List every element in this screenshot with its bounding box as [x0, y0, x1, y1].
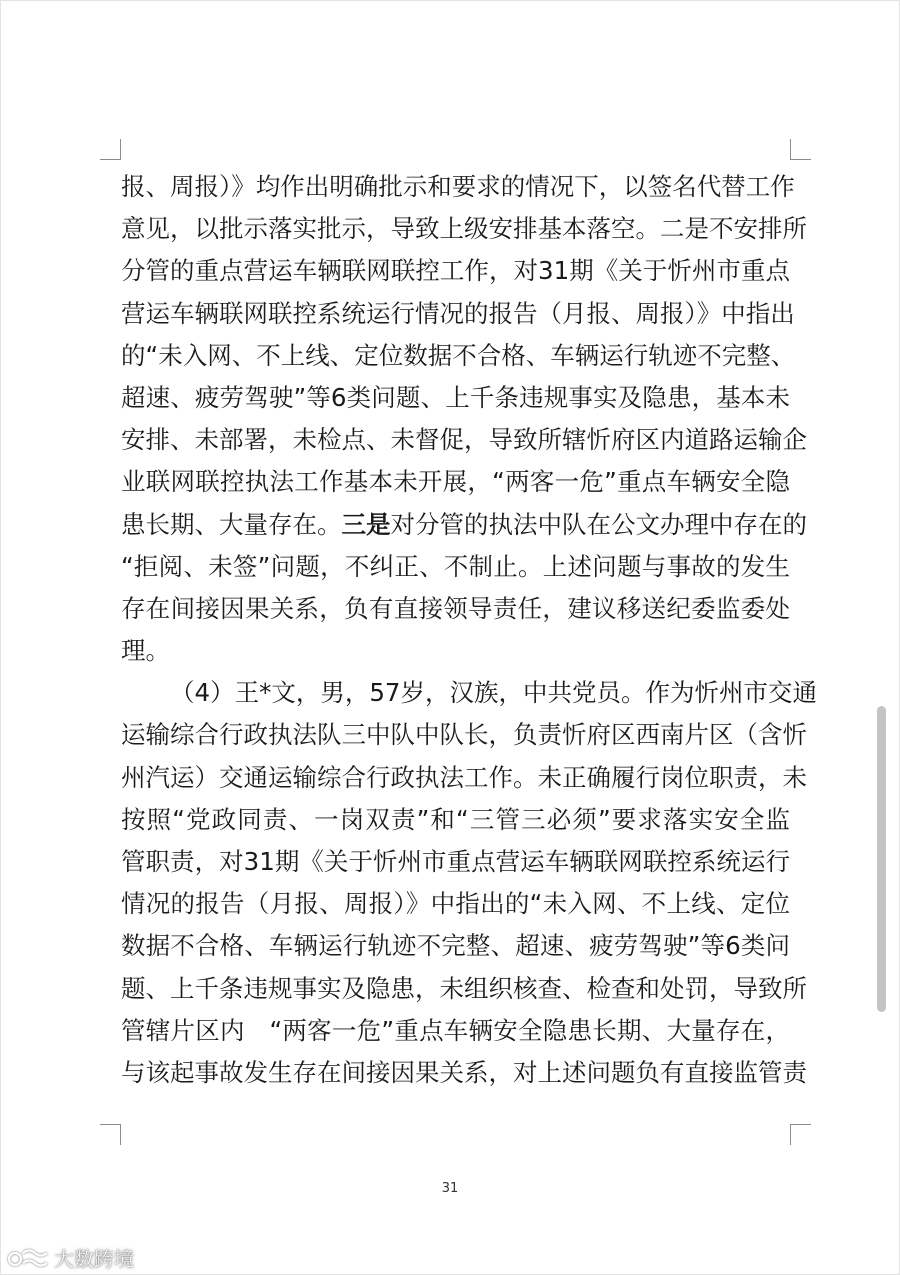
watermark-text: 大数跨境: [54, 1247, 134, 1271]
crop-mark-top-left: [100, 139, 121, 160]
text-segment: 患长期、大量存在。: [121, 509, 342, 539]
text-line: 意见，以批示落实批示，导致上级安排基本落空。二是不安排所: [121, 214, 807, 244]
text-line: 情况的报告（月报、周报）》中指出的“未入网、不上线、定位: [121, 889, 790, 919]
text-line: 按照“党政同责、一岗双责”和“三管三必须”要求落实安全监: [121, 804, 790, 834]
text-line: 的“未入网、不上线、定位数据不合格、车辆运行轨迹不完整、: [121, 340, 796, 370]
text-line: 安排、未部署，未检点、未督促，导致所辖忻府区内道路运输企: [121, 425, 807, 455]
text-line: 分管的重点营运车辆联网联控工作，对31期《关于忻州市重点: [121, 256, 790, 286]
text-line: 管辖片区内 “两客一危”重点车辆安全隐患长期、大量存在，: [121, 1015, 790, 1045]
text-line-with-bold: [121, 504, 807, 546]
text-line: 报、周报）》均作出明确批示和要求的情况下，以签名代替工作: [121, 172, 795, 201]
vertical-scrollbar-thumb[interactable]: [877, 706, 886, 1012]
crop-mark-bottom-right: [790, 1124, 811, 1145]
text-line: 管职责，对31期《关于忻州市重点营运车辆联网联控系统运行: [121, 847, 790, 876]
document-body: [121, 166, 818, 1094]
text-line: “拒阅、未签”问题，不纠正、不制止。上述问题与事故的发生: [121, 551, 790, 581]
page-number: 31: [441, 1181, 459, 1196]
text-line: 存在间接因果关系，负有直接领导责任，建议移送纪委监委处: [121, 593, 790, 623]
text-line: 运输综合行政执法队三中队中队长，负责忻府区西南片区（含忻: [121, 720, 807, 750]
text-line: 与该起事故发生存在间接因果关系，对上述问题负有直接监管责: [121, 1057, 807, 1087]
text-line: 州汽运）交通运输综合行政执法工作。未正确履行岗位职责，未: [121, 762, 807, 792]
paragraph-first-line: （4）王*文，男，57岁，汉族，中共党员。作为忻州市交通: [170, 678, 818, 708]
text-line: 题、上千条违规事实及隐患，未组织核查、检查和处罚，导致所: [121, 973, 807, 1003]
text-line: 业联网联控执法工作基本未开展，“两客一危”重点车辆安全隐: [121, 467, 790, 497]
watermark-logo-icon: [6, 1244, 50, 1272]
watermark: [6, 1243, 134, 1272]
text-line: 数据不合格、车辆运行轨迹不完整、超速、疲劳驾驶”等6类问: [121, 931, 790, 961]
text-line: 理。: [121, 636, 170, 666]
crop-mark-top-right: [790, 139, 811, 160]
bold-text-segment: 三是: [341, 509, 391, 539]
text-line: 超速、疲劳驾驶”等6类问题、上千条违规事实及隐患，基本未: [121, 382, 790, 412]
text-segment: 对分管的执法中队在公文办理中存在的: [390, 509, 807, 539]
crop-mark-bottom-left: [100, 1124, 121, 1145]
text-line: 营运车辆联网联控系统运行情况的报告（月报、周报）》中指出: [121, 298, 795, 328]
